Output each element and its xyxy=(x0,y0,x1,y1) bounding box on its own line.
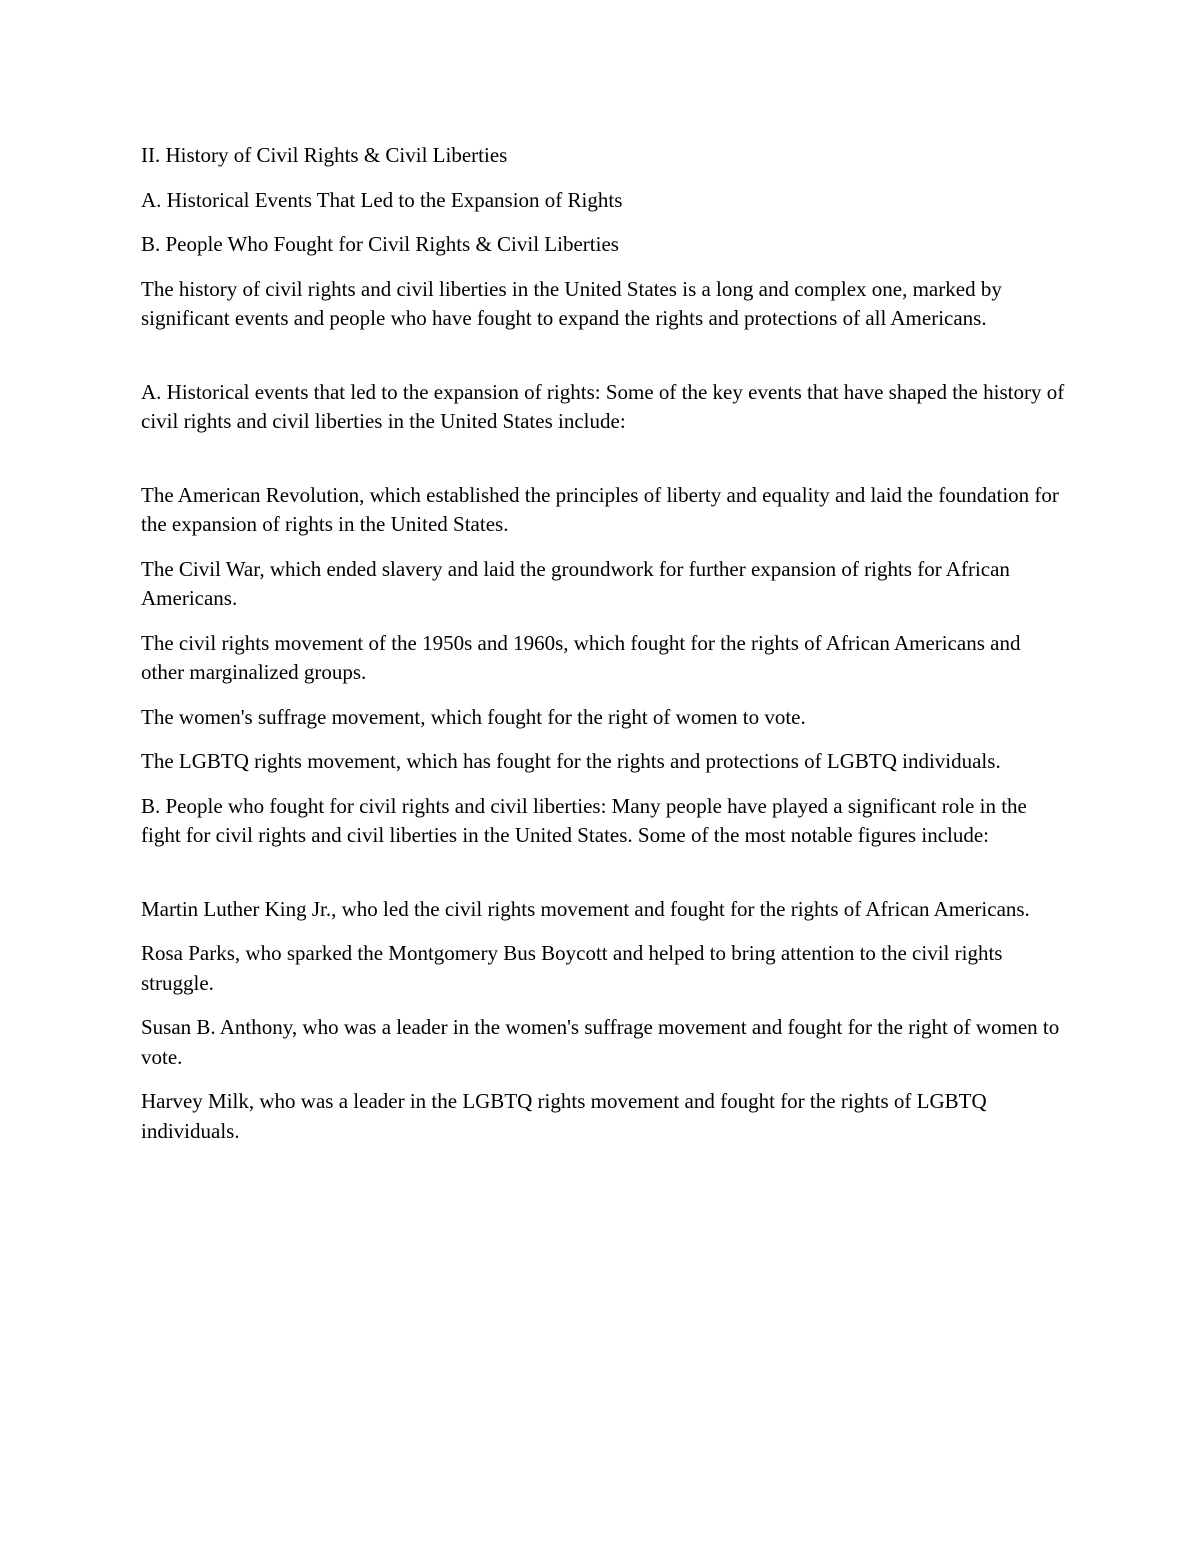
outline-item-b: B. People Who Fought for Civil Rights & Civil Liberties xyxy=(141,232,619,256)
event-item: The Civil War, which ended slavery and laid the groundwork for further expansion of rights for African Americans. xyxy=(141,556,1010,610)
event-item: The civil rights movement of the 1950s and 1960s, which fought for the rights of African Americans and other marginalized groups. xyxy=(141,630,1021,684)
event-item: The LGBTQ rights movement, which has fought for the rights and protections of LGBTQ individuals. xyxy=(141,749,1001,773)
figure-item: Susan B. Anthony, who was a leader in the women's suffrage movement and fought for the right of women to vote. xyxy=(141,1015,1060,1069)
document-body xyxy=(141,141,1066,1161)
section-heading: II. History of Civil Rights & Civil Liberties xyxy=(141,143,508,167)
event-item: The women's suffrage movement, which fought for the right of women to vote. xyxy=(141,704,806,729)
section-b-lead: B. People who fought for civil rights and civil liberties: Many people have played a significant role in the fight for civil rights and civil liberties in the United States. Some of the most notable figures include: xyxy=(141,793,1027,847)
section-a-lead: A. Historical events that led to the expansion of rights: Some of the key events that have shaped the history of civil rights and civil liberties in the United States include: xyxy=(141,379,1065,433)
figure-item: Harvey Milk, who was a leader in the LGBTQ rights movement and fought for the rights of LGBTQ individuals. xyxy=(141,1089,987,1143)
figure-item: Rosa Parks, who sparked the Montgomery Bus Boycott and helped to bring attention to the civil rights struggle. xyxy=(141,941,1003,995)
figure-item: Martin Luther King Jr., who led the civil rights movement and fought for the rights of African Americans. xyxy=(141,896,1030,921)
intro-paragraph: The history of civil rights and civil liberties in the United States is a long and complex one, marked by significant events and people who have fought to expand the rights and protections of all Americans. xyxy=(141,276,1002,330)
event-item: The American Revolution, which established the principles of liberty and equality and laid the foundation for the expansion of rights in the United States. xyxy=(141,482,1059,536)
outline-item-a: A. Historical Events That Led to the Expansion of Rights xyxy=(141,187,623,212)
